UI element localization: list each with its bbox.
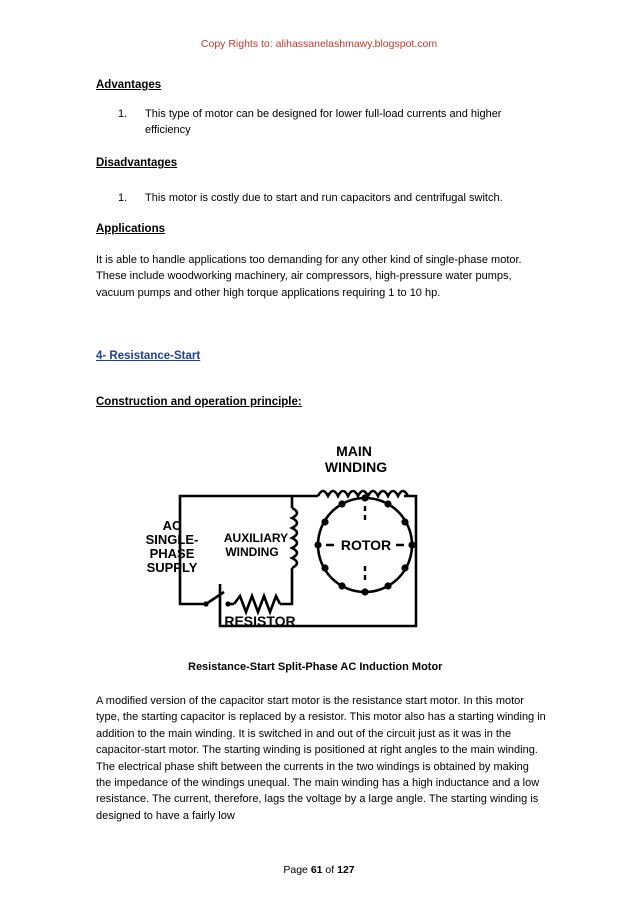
list-text: This motor is costly due to start and run capacitors and centrifugal switch. — [145, 192, 503, 204]
list-number: 1. — [118, 192, 128, 204]
page-prefix: Page — [283, 864, 308, 876]
supply-label-line2: SINGLE- — [145, 532, 199, 547]
auxiliary-label-line2: WINDING — [225, 545, 279, 559]
page-number: 61 — [310, 864, 323, 876]
list-number: 1. — [118, 108, 128, 120]
rotor — [314, 494, 415, 595]
switch-contact — [203, 601, 208, 606]
supply-label-line1: AC — [162, 518, 182, 533]
page-footer — [0, 864, 638, 876]
applications-heading: Applications — [96, 223, 166, 235]
advantages-heading: Advantages — [96, 79, 162, 91]
figure-caption: Resistance-Start Split-Phase AC Induction Motor — [188, 661, 443, 673]
disadvantages-list — [118, 190, 558, 206]
body-paragraph: A modified version of the capacitor start motor is the resistance start motor. In this motor type, the starting capacitor is replaced by a resistor. This motor also has a starting winding in addition to the main winding. It is switched in and out of the circuit just as it was in the capacitor-start motor. The starting winding is positioned at right angles to the main winding. The electrical phase shift between the currents in the two windings is obtained by making the impedance of the windings unequal. The main winding has a high inductance and a low resistance. The current, therefore, lags the voltage by a large angle. The starting winding is designed to have a fairly low — [96, 695, 546, 822]
disadvantages-heading: Disadvantages — [96, 157, 178, 169]
auxiliary-label-line1: AUXILIARY — [223, 531, 289, 545]
list-text: This type of motor can be designed for lower full-load currents and higher efficiency — [145, 108, 502, 136]
copyright-header: Copy Rights to: alihassanelashmawy.blogspot.com — [200, 38, 438, 50]
resistor-label: RESISTOR — [224, 613, 296, 629]
rotor-label: ROTOR — [340, 537, 392, 553]
advantages-list — [118, 106, 528, 138]
section-heading: 4- Resistance-Start — [96, 350, 201, 362]
main-winding-label-line2: WINDING — [324, 459, 388, 475]
supply-label-line3: PHASE — [149, 546, 195, 561]
list-item — [118, 190, 558, 206]
supply-label-line4: SUPPLY — [146, 560, 198, 575]
main-winding-label-line1: MAIN — [336, 443, 372, 459]
construction-heading: Construction and operation principle: — [96, 396, 302, 408]
motor-diagram — [140, 436, 440, 632]
applications-paragraph: It is able to handle applications too demanding for any other kind of single-phase motor. These include woodworking machinery, air compressors, high-pressure water pumps, vacuum pumps and other high torque applications requiring 1 to 10 hp. — [96, 254, 522, 299]
circuit-wires — [180, 491, 416, 626]
page-total: 127 — [337, 864, 355, 876]
page-of-label: of — [325, 864, 335, 876]
list-item — [118, 106, 528, 138]
switch-contact — [225, 601, 230, 606]
